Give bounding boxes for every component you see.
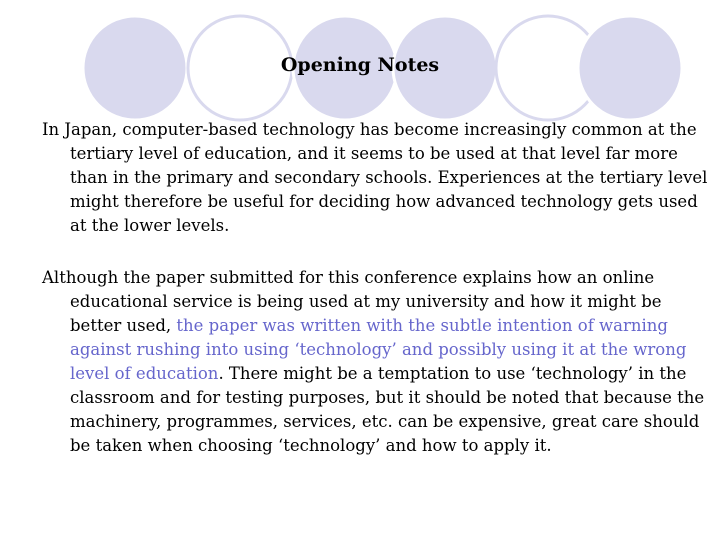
slide-title: Opening Notes [280,54,440,76]
paragraph-2-lead: Although the paper submitted for this conference explains how an online educational service is being used at my university and how it might be better used, [42,268,662,335]
paragraph-2 [42,266,710,458]
paragraph-2-tail: . There might be a temptation to use ‘technology’ in the classroom and for testing purposes, but it should be noted that because the machinery, programmes, services, etc. can be expensive, great care should be taken when choosing ‘technology’ and how to apply it. [70,364,705,455]
paragraph-1: In Japan, computer-based technology has become increasingly common at the tertiary level of education, and it seems to be used at that level far more than in the primary and secondary schools. Experiences at the tertiary level might therefore be useful for deciding how advanced technology gets used at the lower levels. [42,120,708,235]
paragraph-2-highlight: the paper was written with the subtle intention of warning against rushing into using ‘technology’ and possibly using it at the wrong level of education [70,316,687,383]
